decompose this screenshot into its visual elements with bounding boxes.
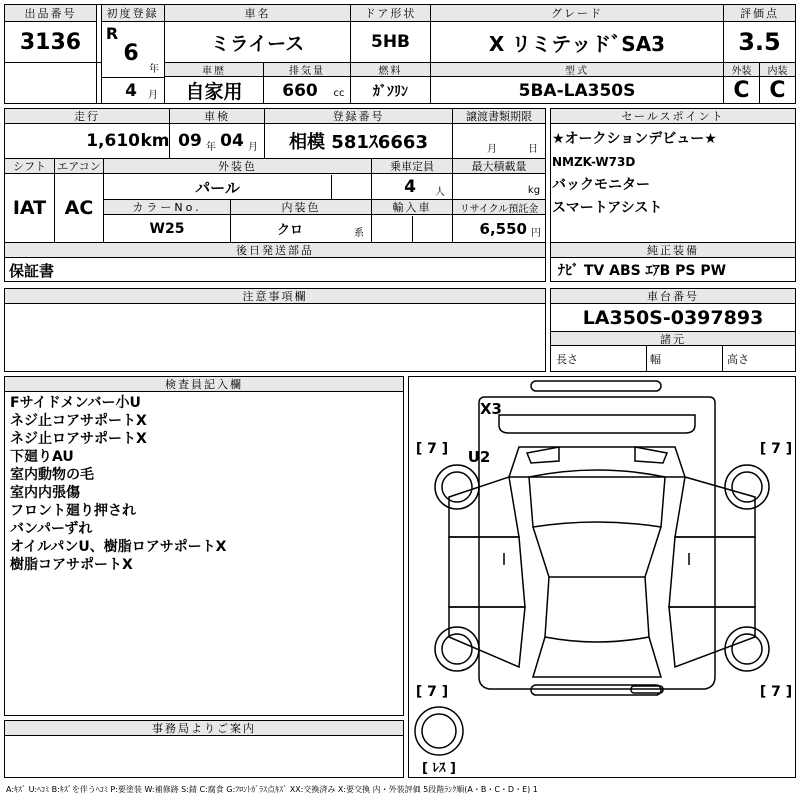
- exterior-label: 外装: [724, 63, 759, 77]
- width-label: 幅: [650, 353, 661, 366]
- inspector-line: バンパーずれ: [10, 521, 93, 537]
- color-no-label: カラーNo.: [104, 200, 230, 215]
- first-reg-label: 初度登録: [101, 5, 164, 22]
- inspector-line: ネジ止ロアサポートX: [10, 431, 147, 447]
- lot-number: 3136: [19, 29, 82, 55]
- inspection-label: 車検: [170, 109, 264, 124]
- transfer-day: 日: [528, 143, 538, 155]
- model: 5BA-LA350S: [518, 80, 636, 101]
- inspector-label: 検査員記入欄: [5, 377, 403, 392]
- month-unit: 月: [148, 89, 158, 101]
- capacity-unit: 人: [435, 186, 445, 198]
- recycle-unit: 円: [531, 227, 541, 239]
- side-damage-mark: U2: [467, 448, 491, 466]
- reg-year: 6: [123, 40, 139, 66]
- score-label: 評価点: [724, 5, 795, 22]
- chassis-label: 車台番号: [551, 289, 795, 304]
- sales-point-item: スマートアシスト: [552, 200, 663, 216]
- car-name-label: 車名: [165, 5, 350, 22]
- car-name: ミライース: [210, 32, 305, 55]
- history: 自家用: [185, 81, 243, 103]
- inspector-line: 室内動物の毛: [10, 467, 94, 483]
- score: 3.5: [738, 28, 781, 56]
- length-label: 長さ: [556, 353, 578, 366]
- inspector-line: 室内内張傷: [10, 485, 80, 501]
- interior-grade: C: [769, 78, 786, 103]
- displacement-label: 排気量: [264, 63, 350, 77]
- sales-point-item: バックモニター: [552, 177, 650, 193]
- height-label: 高さ: [727, 353, 749, 366]
- plate-label: 登録番号: [265, 109, 452, 124]
- later-parts-label: 後日発送部品: [5, 243, 545, 258]
- exterior-color: パール: [195, 178, 240, 197]
- import-label: 輸入車: [372, 200, 452, 215]
- inspector-line: Fサイドメンバー小U: [10, 395, 141, 411]
- chassis-number: LA350S-0397893: [582, 307, 764, 329]
- spare-tire: [ ﾚｽ ]: [422, 760, 456, 776]
- sales-point-item: NMZK-W73D: [552, 155, 636, 169]
- mileage-label: 走行: [5, 109, 169, 124]
- equipment: ﾅﾋﾞ TV ABS ｴｱB PS PW: [558, 263, 727, 279]
- dimensions-label: 諸元: [551, 332, 795, 346]
- displacement-unit: cc: [333, 87, 345, 99]
- tire-front-right: [ 7 ]: [759, 441, 793, 457]
- shift: IAT: [12, 197, 47, 219]
- inspector-line: フロント廻り押され: [10, 503, 136, 519]
- front-damage-mark: X3: [479, 400, 502, 418]
- inspector-line: 下廻りAU: [10, 449, 74, 465]
- exterior-grade: C: [733, 78, 750, 103]
- reg-month: 4: [125, 81, 137, 101]
- grade-label: グレード: [431, 5, 723, 22]
- door-label: ドア形状: [351, 5, 430, 22]
- air-conditioner: AC: [64, 197, 94, 219]
- grade: X リミテッドﾞSA3: [488, 31, 666, 56]
- interior-color-unit: 系: [354, 227, 364, 239]
- capacity-label: 乗車定員: [372, 159, 452, 174]
- notes-label: 注意事項欄: [5, 289, 545, 304]
- fuel: ｶﾞｿﾘﾝ: [373, 83, 408, 100]
- recycle-label: リサイクル預託金: [453, 200, 545, 215]
- shift-label: シフト: [5, 159, 54, 174]
- model-label: 型式: [431, 63, 723, 77]
- transfer-label: 譲渡書類期限: [453, 109, 545, 124]
- history-label: 車歴: [165, 63, 263, 77]
- load-unit: kg: [527, 184, 541, 196]
- sales-point-label: セールスポイント: [551, 109, 795, 124]
- load-label: 最大積載量: [453, 159, 545, 174]
- office-label: 事務局よりご案内: [5, 721, 403, 736]
- displacement: 660: [282, 80, 318, 101]
- legend: A:ｷｽﾞ U:ﾍｺﾐ B:ｷｽﾞを伴うﾍｺﾐ P:要塗装 W:補修跡 S:錆 C:腐食 G:ﾌﾛﾝﾄｶﾞﾗｽ点ｷｽﾞ XX:交換済み X:要交換 内・外装評価 5段階ﾗﾝｸ順(A・B・C・D・E) 1: [6, 784, 538, 794]
- registration-plate: 相模 581ｽ6663: [289, 132, 428, 153]
- later-parts: 保証書: [9, 261, 55, 280]
- equipment-label: 純正装備: [551, 243, 795, 258]
- inspector-line: オイルパンU、樹脂ロアサポートX: [10, 539, 227, 555]
- color-number: W25: [149, 220, 185, 237]
- inspection-year-unit: 年: [206, 141, 216, 153]
- year-unit: 年: [149, 63, 159, 75]
- fuel-label: 燃料: [351, 63, 430, 77]
- color-label: 外装色: [104, 159, 371, 174]
- inspector-line: 樹脂コアサポートX: [10, 557, 133, 573]
- lot-label: 出品番号: [5, 5, 96, 22]
- inspection-month: 04: [220, 131, 244, 151]
- inspector-lines: [10, 394, 226, 574]
- interior-label: 内装: [760, 63, 795, 77]
- tire-front-left: [ 7 ]: [415, 441, 449, 457]
- mileage: 1,610: [86, 131, 140, 151]
- transfer-month: 月: [487, 143, 497, 155]
- recycle-deposit: 6,550: [479, 219, 527, 238]
- ac-label: エアコン: [55, 159, 103, 174]
- interior-color: クロ: [276, 223, 303, 238]
- mileage-unit: km: [140, 131, 170, 151]
- tire-rear-left: [ 7 ]: [415, 684, 449, 700]
- sales-point-list: [552, 128, 792, 220]
- era: R: [105, 23, 119, 43]
- car-body-diagram: [409, 377, 795, 777]
- sales-point-item: ★オークションデビュー★: [552, 131, 717, 147]
- inspection-month-unit: 月: [248, 141, 258, 153]
- door-type: 5HB: [370, 32, 410, 52]
- capacity: 4: [404, 177, 416, 197]
- tire-rear-right: [ 7 ]: [759, 684, 793, 700]
- inspector-line: ネジ止コアサポートX: [10, 413, 147, 429]
- inspection-year: 09: [178, 131, 202, 151]
- interior-color-label: 内装色: [231, 200, 371, 215]
